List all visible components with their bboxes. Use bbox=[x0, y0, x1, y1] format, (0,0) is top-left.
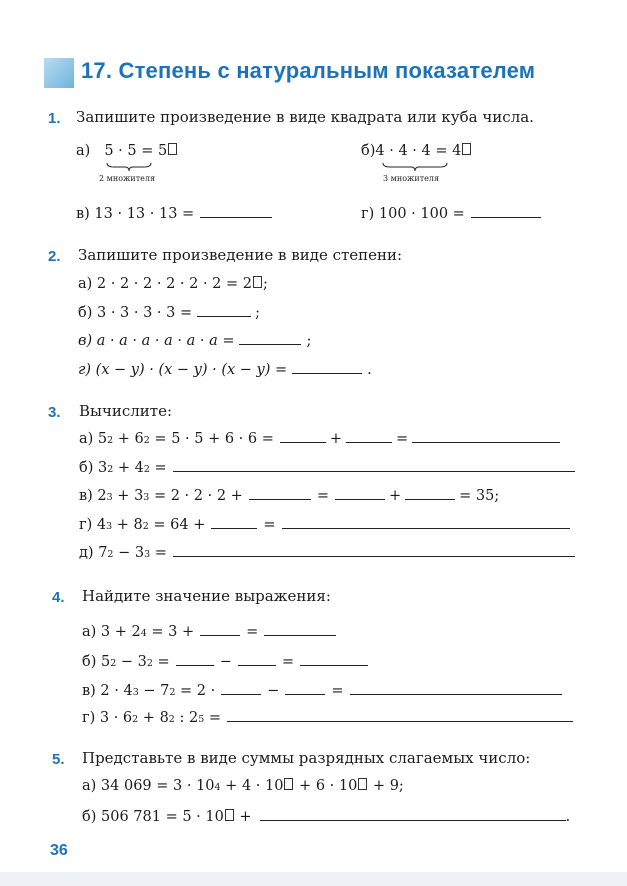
punct: ; bbox=[263, 276, 268, 292]
exponent: 2 bbox=[169, 687, 176, 698]
answer-blank[interactable] bbox=[412, 430, 560, 443]
operator: − bbox=[219, 654, 232, 670]
task-1c bbox=[76, 205, 272, 222]
operator: + bbox=[388, 488, 402, 504]
answer-blank[interactable] bbox=[350, 682, 562, 695]
exponent: 2 bbox=[168, 714, 175, 725]
operator: = bbox=[246, 624, 259, 640]
answer-blank[interactable] bbox=[260, 808, 566, 821]
task-5b bbox=[82, 808, 570, 825]
expr-part: = bbox=[150, 545, 167, 561]
answer-box[interactable] bbox=[284, 778, 293, 790]
expr-part: = 3 + bbox=[146, 624, 195, 640]
answer-box[interactable] bbox=[168, 143, 177, 155]
task-4d bbox=[82, 709, 573, 726]
expr-part: + 6 bbox=[113, 431, 144, 447]
answer-box[interactable] bbox=[462, 143, 471, 155]
expr-part: = 64 + bbox=[148, 517, 206, 533]
task-2b-expr: б) 3 · 3 · 3 · 3 = bbox=[78, 305, 193, 321]
expr-part: + 8 bbox=[138, 710, 169, 726]
expr-part: − 7 bbox=[138, 683, 170, 699]
expr-part: в) 2 · 4 bbox=[82, 683, 133, 699]
answer-blank[interactable] bbox=[197, 304, 251, 317]
expr-part: = 5 · 5 + 6 · 6 = bbox=[149, 431, 274, 447]
task-4c bbox=[82, 682, 562, 699]
answer-blank[interactable] bbox=[300, 653, 368, 666]
operator: = bbox=[316, 488, 329, 504]
brace-icon bbox=[382, 162, 448, 172]
task-2c bbox=[78, 332, 311, 349]
answer-blank[interactable] bbox=[200, 623, 240, 636]
task-2b bbox=[78, 304, 260, 321]
answer-blank[interactable] bbox=[200, 205, 272, 218]
punct: ; bbox=[306, 333, 312, 349]
expr-part: г) 3 · 6 bbox=[82, 710, 133, 726]
task-4-number: 4. bbox=[52, 589, 65, 606]
punct: . bbox=[367, 362, 372, 378]
answer-blank[interactable] bbox=[221, 682, 261, 695]
answer-blank[interactable] bbox=[346, 430, 392, 443]
task-1c-expr: в) 13 · 13 · 13 = bbox=[76, 206, 195, 222]
expr-part: а) 3 + 2 bbox=[82, 624, 141, 640]
exponent: 3 bbox=[132, 687, 139, 698]
task-5a bbox=[82, 778, 404, 794]
answer-blank[interactable] bbox=[239, 332, 301, 345]
expr-part: + 6 · 10 bbox=[294, 778, 358, 794]
task-2-number: 2. bbox=[48, 248, 61, 265]
task-2d-expr: г) (x − y) · (x − y) · (x − y) = bbox=[78, 362, 288, 378]
operator: = bbox=[281, 654, 294, 670]
task-4b bbox=[82, 653, 368, 670]
answer-blank[interactable] bbox=[335, 487, 385, 500]
punct: . bbox=[565, 809, 571, 825]
task-3b bbox=[79, 459, 575, 476]
expr-part: г) 4 bbox=[79, 517, 107, 533]
answer-blank[interactable] bbox=[282, 516, 570, 529]
exponent: 3 bbox=[106, 521, 113, 532]
task-2d bbox=[78, 361, 372, 378]
exponent: 2 bbox=[143, 435, 150, 446]
task-1-number: 1. bbox=[48, 110, 61, 127]
expr-part: + 4 bbox=[113, 460, 144, 476]
exponent: 3 bbox=[143, 492, 150, 503]
task-2c-expr: в) a · a · a · a · a · a = bbox=[78, 333, 235, 349]
expr-part: в) 2 bbox=[79, 488, 107, 504]
answer-blank[interactable] bbox=[471, 205, 541, 218]
task-1d-expr: г) 100 · 100 = bbox=[361, 206, 465, 222]
answer-blank[interactable] bbox=[292, 361, 362, 374]
expr-part: = 35; bbox=[459, 488, 500, 504]
task-4a bbox=[82, 623, 336, 640]
exponent: 2 bbox=[132, 714, 139, 725]
expr-part: б) 506 781 = 5 · 10 bbox=[82, 809, 224, 825]
exponent: 2 bbox=[107, 464, 114, 475]
exponent: 5 bbox=[198, 714, 205, 725]
answer-blank[interactable] bbox=[405, 487, 455, 500]
expr-part: + 9; bbox=[368, 778, 404, 794]
expr-part: б) 5 bbox=[82, 654, 111, 670]
task-3c bbox=[79, 487, 499, 504]
section-marker bbox=[44, 58, 74, 88]
expr-part: = bbox=[152, 654, 170, 670]
task-1-text: Запишите произведение в виде квадрата или куба числа. bbox=[76, 108, 534, 126]
task-2a-expr: а) 2 · 2 · 2 · 2 · 2 · 2 = 2 bbox=[78, 276, 252, 292]
task-1b bbox=[361, 143, 472, 159]
exponent: 2 bbox=[107, 435, 114, 446]
answer-blank[interactable] bbox=[211, 516, 257, 529]
expr-part: + bbox=[234, 809, 252, 825]
task-4-text: Найдите значение выражения: bbox=[82, 587, 331, 605]
answer-box[interactable] bbox=[253, 276, 262, 288]
answer-box[interactable] bbox=[225, 809, 234, 821]
expr-part: б) 3 bbox=[79, 460, 108, 476]
page-title: 17. Степень с натуральным показателем bbox=[81, 58, 536, 83]
expr-part: = bbox=[204, 710, 221, 726]
task-5-number: 5. bbox=[52, 751, 65, 768]
task-5-text: Представьте в виде суммы разрядных слагаемых число: bbox=[82, 749, 531, 767]
exponent: 2 bbox=[146, 658, 153, 669]
exponent: 2 bbox=[142, 521, 149, 532]
task-1a-note: 2 множителя bbox=[99, 174, 155, 183]
task-1a bbox=[76, 143, 178, 159]
operator: = bbox=[263, 517, 276, 533]
operator: − bbox=[267, 683, 280, 699]
expr-part: + 8 bbox=[112, 517, 143, 533]
operator: + bbox=[329, 431, 343, 447]
answer-blank[interactable] bbox=[249, 487, 311, 500]
answer-blank[interactable] bbox=[280, 430, 326, 443]
exponent: 2 bbox=[107, 549, 114, 560]
answer-blank[interactable] bbox=[227, 709, 573, 722]
expr-part: = 2 · bbox=[175, 683, 216, 699]
page-edge bbox=[0, 872, 627, 886]
brace-icon bbox=[106, 162, 152, 172]
answer-blank[interactable] bbox=[285, 682, 325, 695]
task-1a-expr: 5 · 5 = 5 bbox=[104, 143, 168, 159]
expr-part: : 2 bbox=[174, 710, 199, 726]
answer-blank[interactable] bbox=[238, 653, 276, 666]
task-1b-label: б) bbox=[361, 143, 376, 159]
expr-part: = bbox=[149, 460, 167, 476]
operator: = bbox=[331, 683, 344, 699]
expr-part: + 4 · 10 bbox=[220, 778, 284, 794]
exponent: 3 bbox=[106, 492, 113, 503]
answer-blank[interactable] bbox=[173, 459, 575, 472]
expr-part: − 3 bbox=[113, 545, 145, 561]
page-number: 36 bbox=[50, 842, 68, 859]
expr-part: а) 34 069 = 3 · 10 bbox=[82, 778, 215, 794]
expr-part: д) 7 bbox=[79, 545, 108, 561]
task-3a bbox=[79, 430, 560, 447]
task-3d bbox=[79, 516, 570, 533]
task-2-text: Запишите произведение в виде степени: bbox=[78, 246, 403, 264]
task-3-text: Вычислите: bbox=[79, 402, 173, 420]
answer-blank[interactable] bbox=[173, 544, 575, 557]
task-1a-label: а) bbox=[76, 143, 91, 159]
operator: = bbox=[396, 431, 409, 447]
expr-part: + 3 bbox=[112, 488, 144, 504]
exponent: 2 bbox=[110, 658, 117, 669]
expr-part: − 3 bbox=[116, 654, 147, 670]
answer-box[interactable] bbox=[358, 778, 367, 790]
task-3e bbox=[79, 544, 575, 561]
exponent: 3 bbox=[144, 549, 151, 560]
task-2a bbox=[78, 276, 268, 292]
task-3-number: 3. bbox=[48, 404, 61, 421]
task-1b-expr: 4 · 4 · 4 = 4 bbox=[375, 143, 462, 159]
expr-part: = 2 · 2 · 2 + bbox=[149, 488, 243, 504]
exponent: 4 bbox=[214, 782, 221, 793]
task-1d bbox=[361, 205, 541, 222]
answer-blank[interactable] bbox=[264, 623, 336, 636]
expr-part: а) 5 bbox=[79, 431, 108, 447]
punct: ; bbox=[255, 305, 261, 321]
answer-blank[interactable] bbox=[176, 653, 214, 666]
exponent: 2 bbox=[143, 464, 150, 475]
task-1b-note: 3 множителя bbox=[383, 174, 439, 183]
exponent: 4 bbox=[140, 628, 147, 639]
